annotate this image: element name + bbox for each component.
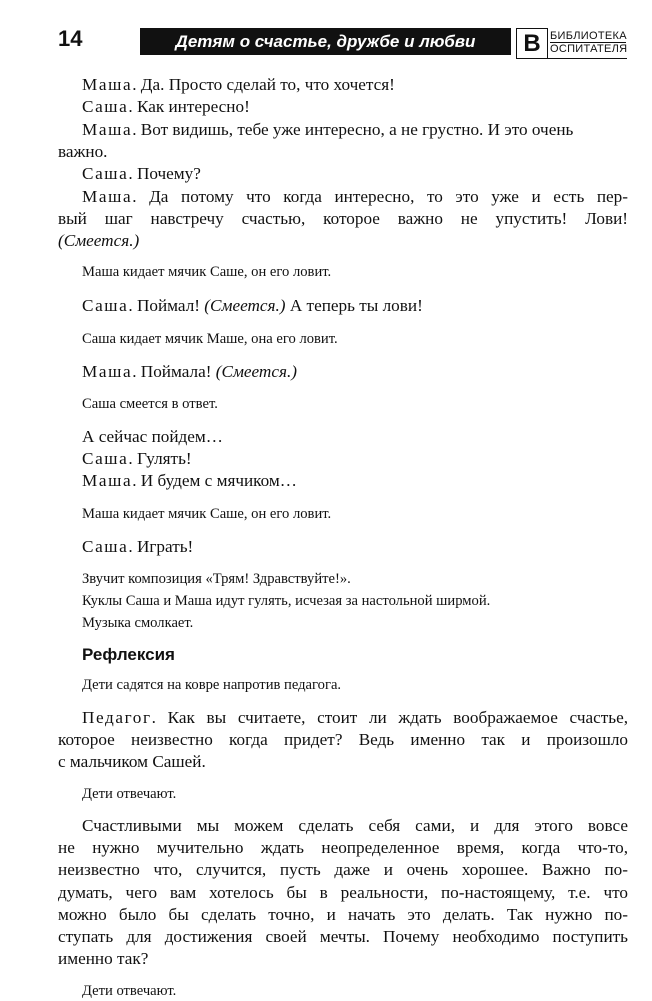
- teacher-line: Педагог. Как вы считаете, стоит ли ждать воображаемое счастье,: [82, 708, 628, 727]
- remark: Дети садятся на ковре напротив педагога.: [82, 677, 342, 693]
- dialogue-line: Саша. Играть!: [82, 537, 194, 556]
- dialogue-line: Маша. Вот видишь, тебе уже интересно, а не грустно. И это очень: [82, 120, 574, 139]
- teacher-line: с мальчиком Сашей.: [58, 752, 206, 771]
- paragraph-line: Счастливыми мы можем сделать себя сами, и для этого вовсе: [82, 816, 628, 835]
- dialogue-line: Саша. Почему?: [82, 164, 201, 183]
- series-logo: [516, 28, 627, 59]
- logo-underline: [516, 58, 627, 59]
- teacher-line: которое неизвестно когда придет? Ведь именно так и произошло: [58, 730, 628, 749]
- dialogue-line: Маша. И будем с мячиком…: [82, 471, 297, 490]
- section-heading: Рефлексия: [82, 645, 175, 664]
- page-number: 14: [58, 26, 83, 51]
- paragraph-line: ступать для достижения своей мечты. Почему необходимо поступить: [58, 927, 628, 946]
- dialogue-line: важно.: [58, 142, 108, 161]
- remark: Маша кидает мячик Саше, он его ловит.: [82, 264, 332, 280]
- logo-letter: В: [516, 28, 548, 59]
- dialogue-line: Маша. Да. Просто сделай то, что хочется!: [82, 75, 395, 94]
- dialogue-line: вый шаг навстречу счастью, которое важно не упустить! Лови!: [58, 209, 628, 228]
- paragraph-line: не нужно мучительно ждать неопределенное время, когда что-то,: [58, 838, 628, 857]
- remark: Музыка смолкает.: [82, 615, 194, 631]
- dialogue-line: Саша. Поймал! (Смеется.) А теперь ты лови!: [82, 296, 423, 315]
- remark: Звучит композиция «Трям! Здравствуйте!».: [82, 571, 351, 587]
- remark: Дети отвечают.: [82, 983, 177, 999]
- dialogue-line: Маша. Поймала! (Смеется.): [82, 362, 297, 381]
- paragraph-line: можно было бы сделать точно, и начать это делать. Так нужно по-: [58, 905, 628, 924]
- paragraph-line: думать, чего вам хотелось бы в реальности, по-настоящему, т.е. что: [58, 883, 628, 902]
- logo-line-1: БИБЛИОТЕКА: [550, 30, 627, 42]
- paragraph-line: именно так?: [58, 949, 149, 968]
- remark: Дети отвечают.: [82, 786, 177, 802]
- logo-line-2: ОСПИТАТЕЛЯ: [550, 43, 628, 55]
- stage-direction: (Смеется.): [58, 231, 140, 250]
- remark: Саша кидает мячик Маше, она его ловит.: [82, 331, 338, 347]
- dialogue-line: А сейчас пойдем…: [82, 427, 223, 446]
- remark: Саша смеется в ответ.: [82, 396, 218, 412]
- paragraph-line: неизвестно что, случится, пусть даже и очень хорошее. Важно по-: [58, 860, 628, 879]
- dialogue-line: Саша. Гулять!: [82, 449, 192, 468]
- running-title: Детям о счастье, дружбе и любви: [140, 28, 511, 55]
- remark: Куклы Саша и Маша идут гулять, исчезая за настольной ширмой.: [82, 593, 491, 609]
- dialogue-line: Саша. Как интересно!: [82, 97, 250, 116]
- remark: Маша кидает мячик Саше, он его ловит.: [82, 506, 332, 522]
- dialogue-line: Маша. Да потому что когда интересно, то это уже и есть пер-: [82, 187, 628, 206]
